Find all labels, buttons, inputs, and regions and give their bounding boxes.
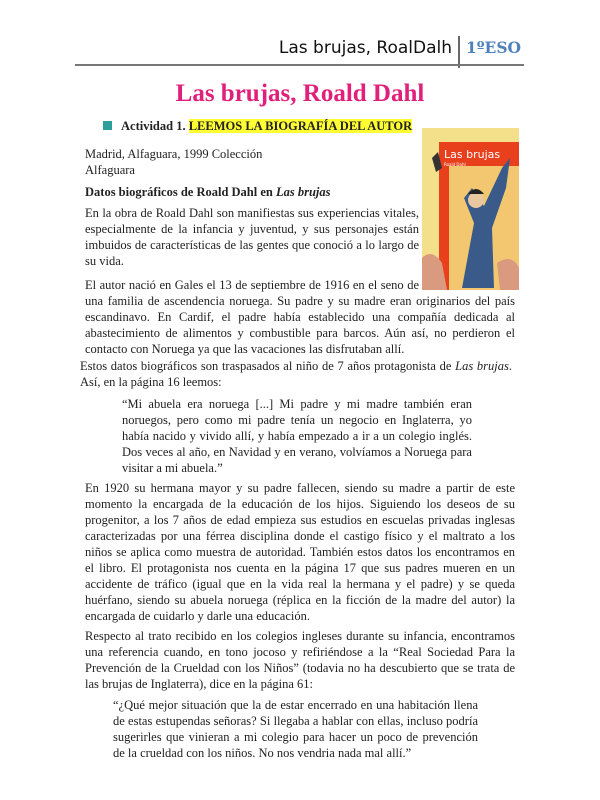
edition-info — [85, 146, 262, 178]
paragraph-3-book: Las brujas — [455, 359, 509, 373]
paragraph-2: El autor nació en Gales el 13 de septiembre de 1916 en el seno de una familia de ascendencia noruega. Su padre y su madre eran originarios del país escandinavo. En Cardif, el padre había establecido una compañía dedicada al abastecimiento de alimentos y combustible para barcos. Aún así, no perdieron el contacto con Noruega ya que las vacaciones las disfrutaban allí. — [85, 278, 515, 356]
paragraph-3 — [80, 358, 512, 390]
header-rule — [75, 64, 524, 66]
paragraph-5: Respecto al trato recibido en los colegios ingleses durante su infancia, encontramos una referencia cuando, en tono jocoso y refiriéndose a la “Real Sociedad Para la Prevención de la Crueldad con los Niños” (todavia no ha descubierto que se trata de las brujas de Inglaterra), dice en la página 61: — [85, 629, 515, 691]
quote-2: “¿Qué mejor situación que la de estar encerrado en una habitación llena de estas estupendas señoras? Si llegaba a hablar con ellas, incluso podría sugerirles que vinieran a mi colegio para hacer un poco de prevención de la crueldad con los niños. No nos vendria nada mal allí.” — [113, 698, 478, 760]
edition-line: Alfaguara — [85, 163, 135, 177]
document-title: Las brujas, Roald Dahl — [175, 80, 425, 107]
paragraph-3-text: Estos datos biográficos son traspasados al niño de 7 años protagonista de — [80, 359, 456, 373]
header-title: Las brujas, RoalDalh — [278, 38, 452, 58]
section-heading-text: Datos biográficos de Roald Dahl en — [85, 185, 276, 199]
square-bullet-icon — [103, 121, 112, 130]
cover-author: Roald Dahl — [444, 162, 466, 167]
bio-block — [85, 205, 515, 357]
image-spacer — [419, 205, 515, 285]
section-heading — [85, 184, 331, 200]
activity-title: LEEMOS LA BIOGRAFÍA DEL AUTOR — [188, 119, 413, 133]
paragraph-3-end: . Así, en la página 16 leemos: — [80, 359, 512, 389]
section-heading-book: Las brujas — [275, 185, 331, 199]
cover-title: Las brujas — [444, 148, 501, 161]
activity-heading — [103, 119, 412, 134]
edition-line: Madrid, Alfaguara, 1999 Colección — [85, 147, 263, 161]
paragraph-4: En 1920 su hermana mayor y su padre fallecen, siendo su madre a partir de este momento la encargada de la educación de los hijos. Siguiendo los deseos de su progenitor, a los 7 años de edad empieza sus estudios en escuelas privadas inglesas caracterizadas por una férrea disciplina donde el castigo físico y el maltrato a los niños se aplica como muestra de autoridad. También estos datos los encontramos en el libro. El protagonista nos cuenta en la página 17 que sus padres mueren en un accidente de tráfico (igual que en la vida real la hermana y el padre) y se queda huérfano, siendo su abuela noruega (réplica en la ficción de la madre del autor) la encargada de cuidarlo y darle una educación. — [85, 481, 515, 623]
header-level: 1ºESO — [466, 38, 522, 57]
activity-label: Actividad 1. — [121, 119, 186, 133]
paragraph-1: En la obra de Roald Dahl son manifiestas sus experiencias vitales, especialmente de la infancia y juventud, y sus personajes están imbuidos de características de las gentes que conoció a lo largo de su vida. — [85, 206, 419, 268]
quote-1: “Mi abuela era noruega [...] Mi padre y mi madre también eran noruegos, pero como mi padre tenía un negocio en Inglaterra, yo había nacido y vivido allí, y había empezado a ir a un colegio inglés. Dos veces al año, en Navidad y en verano, volvíamos a Noruega para visitar a mi abuela.” — [122, 397, 472, 475]
